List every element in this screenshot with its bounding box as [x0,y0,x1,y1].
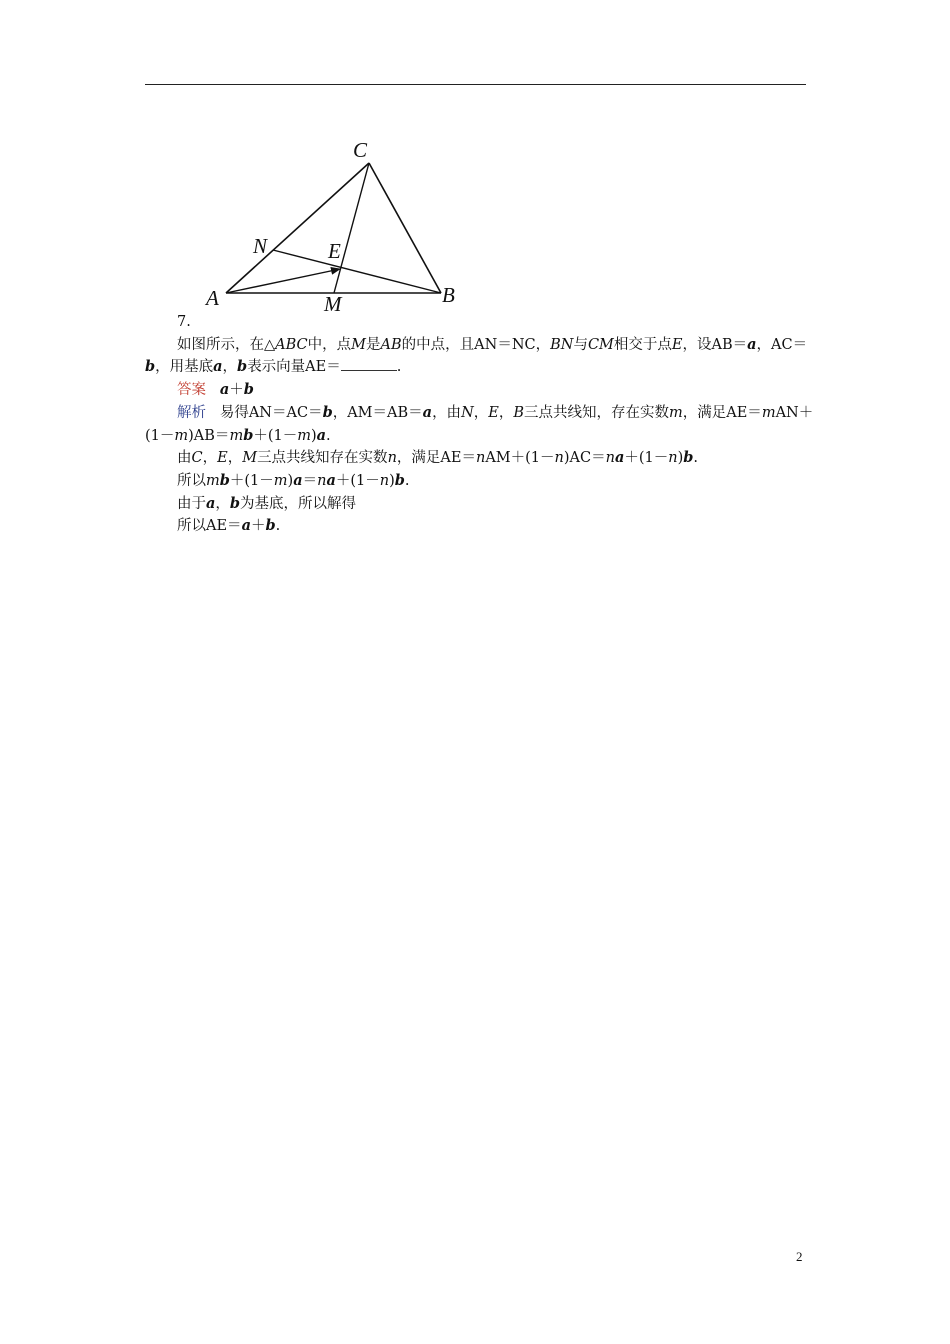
vector-a: a [316,426,327,444]
math-var: B [513,404,524,421]
math-var: m [229,427,244,444]
problem-number-text: 7. [177,314,191,330]
text-run: ) [287,472,294,489]
math-var: m [669,404,683,421]
vector-ae [226,269,340,293]
vector-a: a [422,403,433,421]
text-run: 三点共线知存在实数 [257,450,388,467]
vector-b: b [265,517,276,535]
page-number: 2 [796,1249,803,1264]
vector-b: b [394,471,405,489]
answer-line [145,379,809,402]
side-ac [226,163,369,293]
text-run: 由于 [177,495,206,512]
text-run: ＋(1－ [253,427,298,444]
problem-line-1 [145,334,809,357]
math-var: n [554,450,564,467]
text-run: 为基底，所以解得 [240,495,357,512]
text-run: ，AM＝AB＝ [332,404,423,421]
text-run: )AB＝ [188,427,230,444]
math-var: m [273,472,288,489]
math-var: n [475,450,486,467]
math-var: C [191,450,203,467]
math-var: m [206,472,220,489]
text-run: ，设AB＝ [682,336,748,353]
vector-a: a [293,471,303,489]
text-run: ＋(1－ [624,450,669,467]
text-run: . [396,359,402,376]
text-run: . [275,518,281,535]
explanation-line-6 [145,515,809,538]
text-run: ) [310,427,317,444]
vector-a: a [326,471,336,489]
vector-b: b [229,494,241,512]
vector-a: a [747,335,757,353]
math-var: N [461,404,474,421]
explanation-line-2 [145,425,809,448]
text-run: )AC＝ [563,450,606,467]
vector-a: a [219,381,230,399]
math-var: m [761,404,776,421]
text-run: ， [473,404,489,421]
explanation-line-4 [145,470,809,493]
math-var: n [379,472,390,489]
segment-nb [273,250,441,293]
text-run: 所以AE＝ [177,518,242,535]
text-run: ，由 [432,404,462,421]
problem-number [145,312,809,334]
text-run: 的中点，且AN＝NC， [401,336,551,353]
vector-b: b [145,358,156,376]
text-run: ， [215,495,230,512]
vector-b: b [683,449,694,467]
vector-b: b [243,426,254,444]
math-var: M [242,450,258,467]
text-run: 由 [177,450,192,467]
problem-line-2 [145,356,809,379]
text-run: ) [389,472,395,489]
math-var: ABC [275,336,308,353]
text-run: ，AC＝ [756,336,808,353]
text-run: . [693,450,698,467]
explanation-line-3 [145,447,809,470]
text-run: 如图所示，在△ [177,336,276,353]
math-var: CM [587,336,614,353]
header-rule [145,84,806,85]
math-var: M [351,336,367,353]
text-run: ，用基底 [155,359,214,376]
vector-b: b [237,358,248,376]
text-run: ， [227,450,243,467]
math-var: E [671,336,683,353]
text-run: 中，点 [307,336,352,353]
text-run: ，满足AE＝ [396,450,476,467]
math-var: n [668,450,678,467]
text-run: (1－ [145,427,175,444]
triangle-diagram [200,124,480,324]
math-var: E [217,450,228,467]
side-bc [369,163,441,293]
vector-a: a [213,358,223,376]
text-run: ) [677,450,684,467]
math-var: AB [380,336,402,353]
math-var: m [174,427,189,444]
label-e: E [328,239,341,263]
math-var: BN [550,336,574,353]
text-run: 相交于点 [613,336,672,353]
math-var: m [297,427,311,444]
math-var: n [605,450,615,467]
text-run: ， [202,450,218,467]
text-run: 所以 [177,472,206,489]
text-run: 易得AN＝AC＝ [219,404,323,421]
vector-b: b [219,471,230,489]
vector-b: b [322,403,333,421]
text-run: ，满足AE＝ [682,404,762,421]
explanation-line-1 [145,402,814,425]
label-a: A [206,286,219,310]
label-c: C [353,138,368,162]
text-run: ， [498,404,514,421]
label-m: M [324,292,342,316]
text-run: AM＋(1－ [485,450,555,467]
vector-a: a [206,494,216,512]
explanation-line-5 [145,493,809,516]
label-b: B [442,283,455,307]
vector-a: a [614,449,625,467]
text-run: ＝ [302,472,318,489]
answer-tag: 答案 [177,382,206,399]
triangle-figure [200,124,480,324]
text-run: 三点共线知，存在实数 [524,404,669,421]
answer-blank [341,357,397,371]
explanation-tag: 解析 [177,404,206,421]
vector-b: b [243,381,254,399]
text-run: ＋ [229,382,244,399]
math-var: n [387,450,397,467]
text-run: . [326,427,331,444]
text-run: ， [222,359,238,376]
text-run: 是 [366,336,381,353]
label-n: N [253,234,268,258]
problem-text [145,312,814,538]
text-run: . [404,472,410,489]
text-run: ＋(1－ [229,472,274,489]
text-run: 表示向量AE＝ [247,359,341,376]
text-run: ＋(1－ [335,472,380,489]
math-var: n [317,472,327,489]
text-run: 与 [573,336,588,353]
vector-a: a [241,517,251,535]
text-run: AN＋ [775,404,814,421]
text-run: ＋ [250,518,266,535]
math-var: E [488,404,499,421]
